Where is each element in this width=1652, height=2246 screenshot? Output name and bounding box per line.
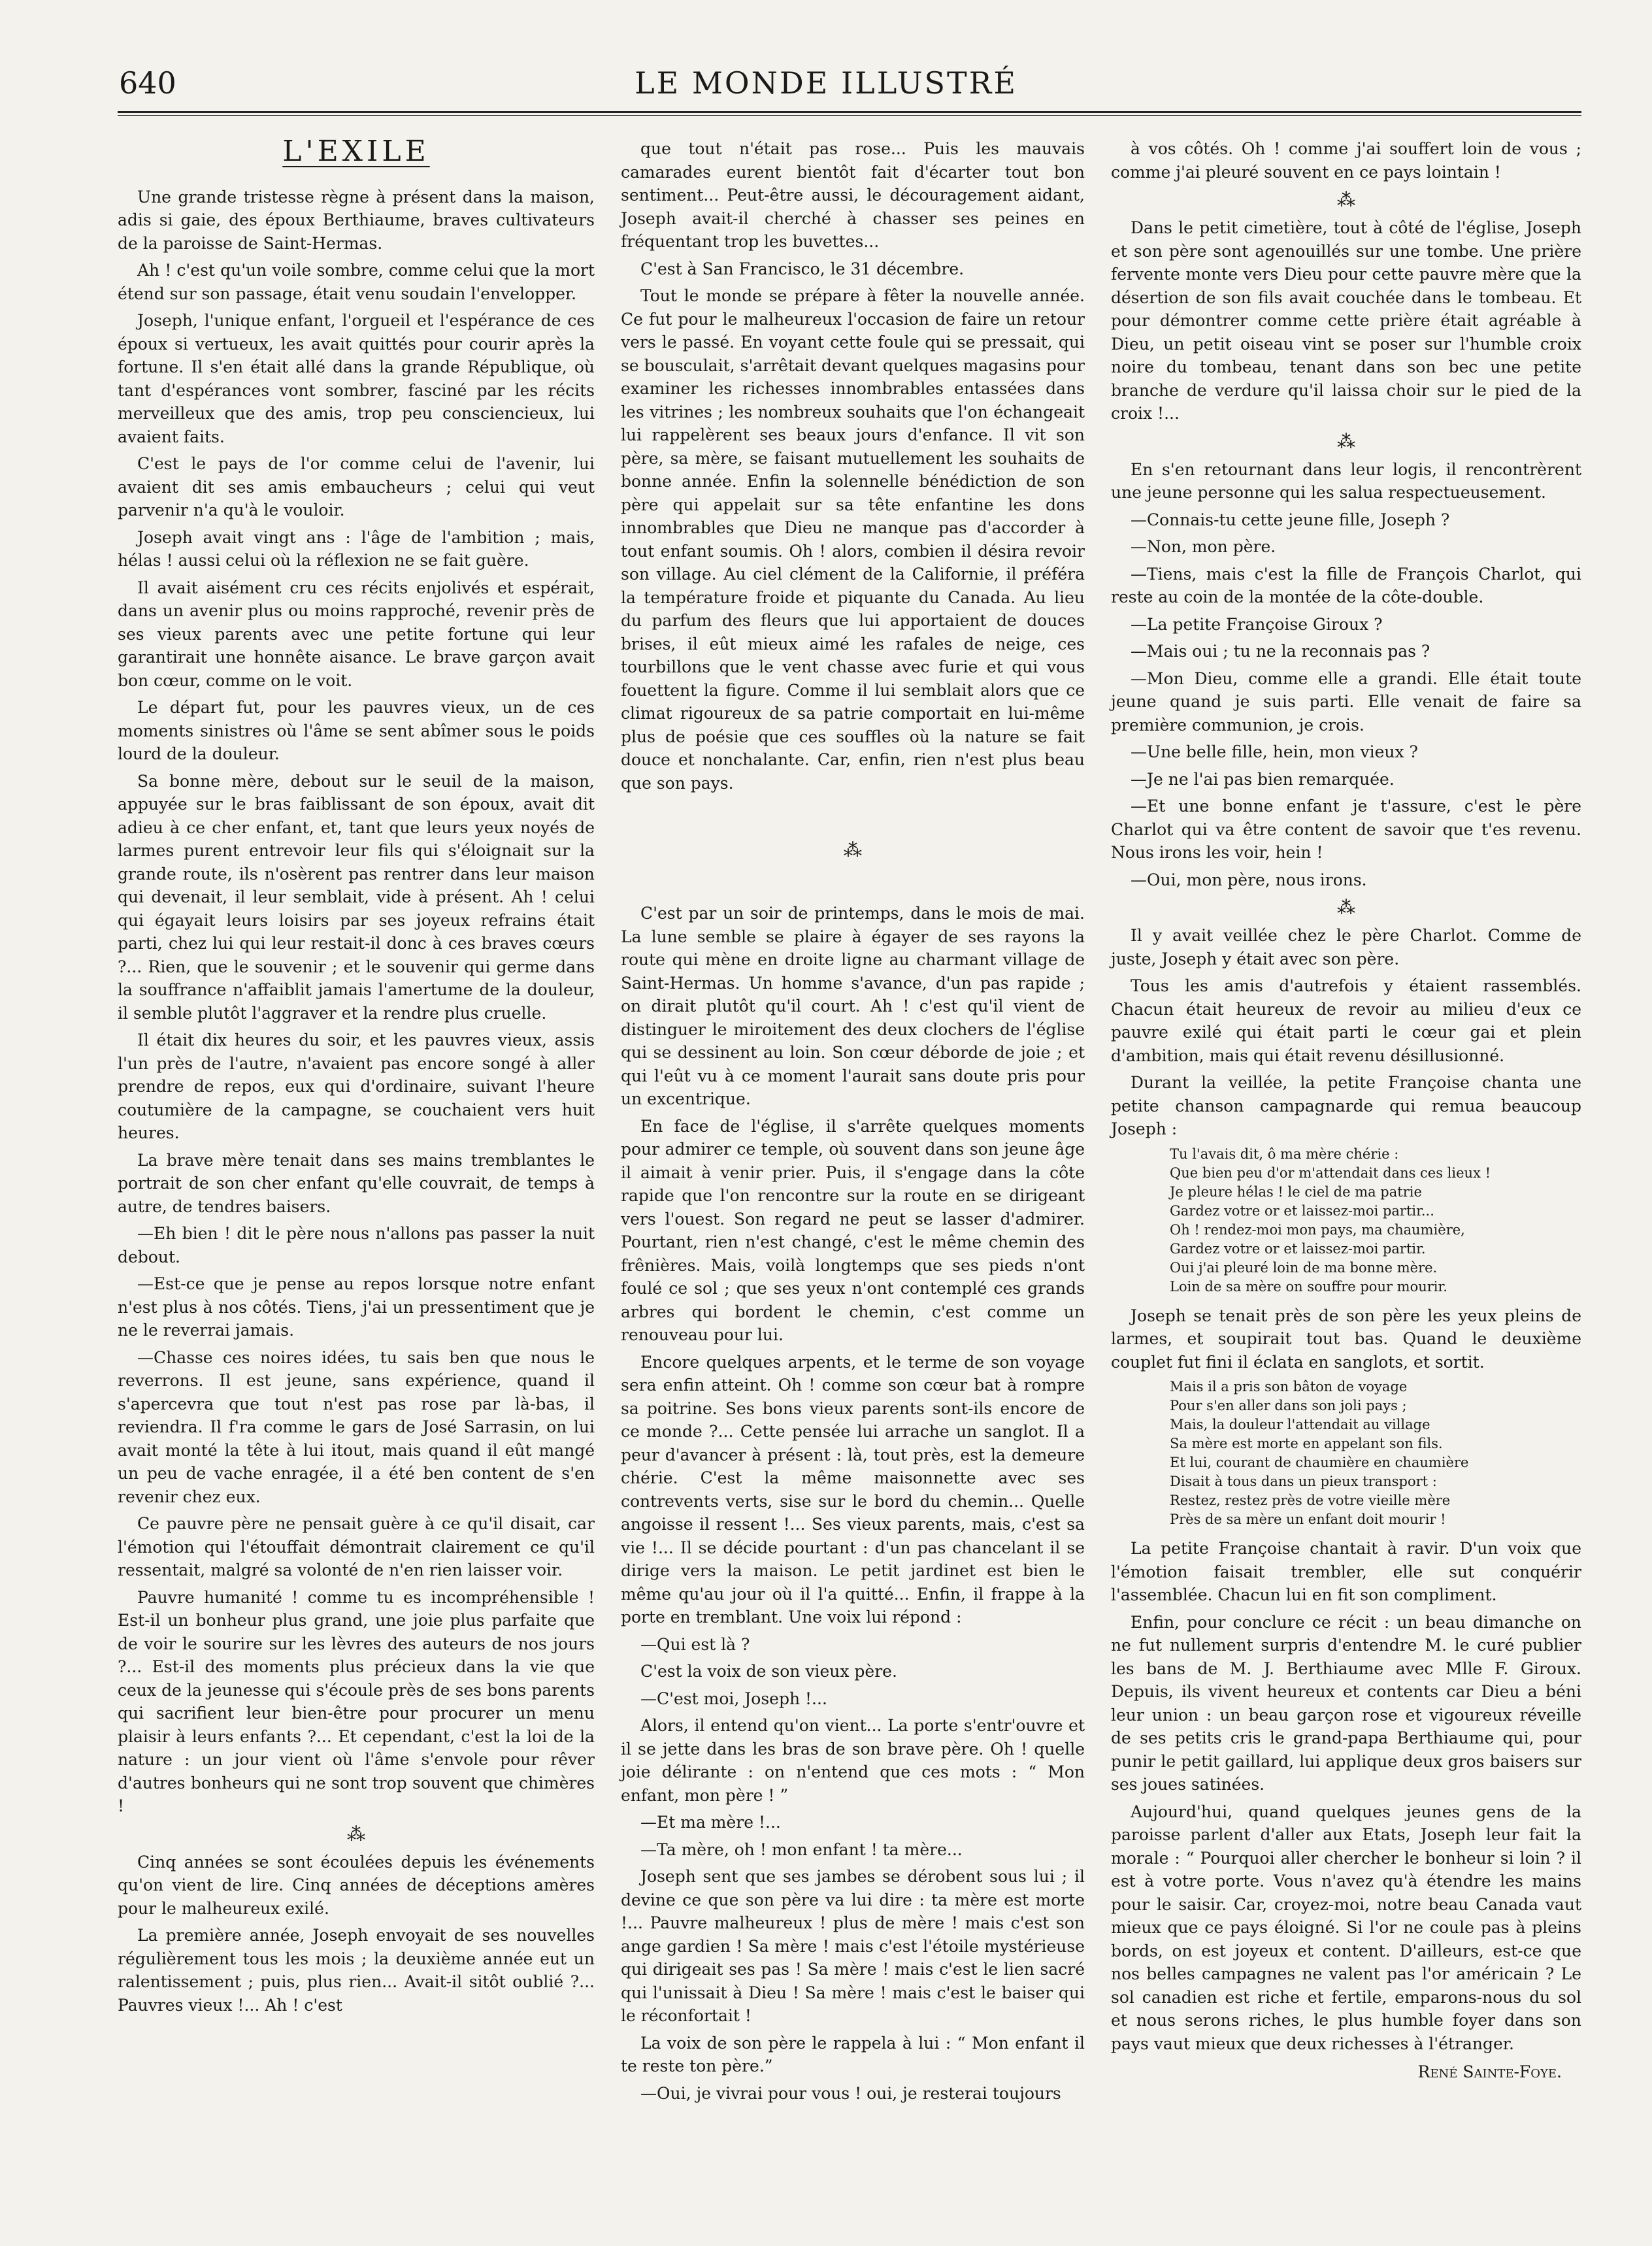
paragraph: Joseph se tenait près de son père les yeux pleins de larmes, et soupirait tout bas. Quand le deuxième couplet fut fini il éclata en sanglots, et sortit. <box>1111 1306 1581 1372</box>
paragraph: Joseph avait vingt ans : l'âge de l'ambition ; mais, hélas ! aussi celui où la réflexion ne se fait guère. <box>118 527 595 570</box>
header-rule <box>118 111 1581 113</box>
verse-line: Tu l'avais dit, ô ma mère chérie : <box>1170 1146 1399 1162</box>
paragraph: —Et une bonne enfant je t'assure, c'est le père Charlot qui va être content de savoir que t'es revenu. Nous irons les voir, hein ! <box>1111 797 1581 862</box>
column-3-text-a <box>1111 137 1581 184</box>
paragraph: —Qui est là ? <box>640 1634 750 1654</box>
column-3-text-b <box>1111 216 1581 425</box>
paragraph: —Ta mère, oh ! mon enfant ! ta mère... <box>640 1840 963 1859</box>
paragraph: Il était dix heures du soir, et les pauvres vieux, assis l'un près de l'autre, n'avaient pas encore songé à aller prendre de repos, eux qui d'ordinaire, suivant l'heure coutumière de la campagne, se couchaient vers huit heures. <box>118 1031 595 1142</box>
paragraph: Joseph sent que ses jambes se dérobent sous lui ; il devine ce que son père va lui dire : ta mère est morte !... Pauvre malheureux ! plus de mère ! mais c'est son ange gardien ! Sa mère ! mais c'est l'étoile mystérieuse qui dirigeait ses pas ! Sa mère ! mais c'est le lien sacré qui l'unissait à Dieu ! Sa mère ! mais c'est le baiser qui le réconfortait ! <box>621 1867 1085 2025</box>
column-1 <box>118 137 595 2021</box>
verse-line: Je pleure hélas ! le ciel de ma patrie <box>1170 1183 1422 1200</box>
verse-line: Mais il a pris son bâton de voyage <box>1170 1379 1408 1395</box>
verse-line: Près de sa mère un enfant doit mourir ! <box>1170 1511 1446 1527</box>
song-verse-2 <box>1170 1378 1581 1529</box>
paragraph: C'est le pays de l'or comme celui de l'avenir, lui avaient dit ses amis embaucheurs ; celui qui veut parvenir n'a qu'à le vouloir. <box>118 454 595 520</box>
paragraph: C'est à San Francisco, le 31 décembre. <box>640 259 965 278</box>
paragraph: Dans le petit cimetière, tout à côté de l'église, Joseph et son père sont agenouillés sur une tombe. Une prière fervente monte vers Dieu pour cette pauvre mère que la désertion de son fils avait couchée dans le tombeau. Et pour démontrer comme cette prière était agréable à Dieu, un petit oiseau vint se poser sur l'humble croix noire du tombeau, tenant dans son bec une petite branche de verdure qu'il laissa choir sur le pied de la croix !... <box>1111 218 1581 423</box>
paragraph: Pauvre humanité ! comme tu es incompréhensible ! Est-il un bonheur plus grand, une joie plus parfaite que de voir le sourire sur les lèvres des auteurs de nos jours ?... Est-il des moments plus précieux dans la vie que ceux de la jeunesse qui s'écoule près de ses bons parents qui sacrifient leur bien-être pour procurer un menu plaisir à leurs enfants ?... Et cependant, c'est la loi de la nature : un jour vient où l'âme s'envole pour rêver d'autres bonheurs qui ne sont trop souvent que chimères ! <box>118 1587 595 1815</box>
header-rule-thin <box>118 115 1581 116</box>
paragraph: —Chasse ces noires idées, tu sais ben que nous le reverrons. Il est jeune, sans expérience, quand il s'apercevra que tout n'est pas rose par là-bas, il reviendra. Il f'ra comme le gars de José Sarrasin, on lui avait monté la tête à lui itout, mais quand il eût mangé un peu de vache enragée, il a été ben content de s'en revenir chez eux. <box>118 1347 595 1506</box>
paragraph: En face de l'église, il s'arrête quelques moments pour admirer ce temple, où souvent dans son jeune âge il aimait à venir prier. Puis, il s'engage dans la côte rapide que l'on rencontre sur la route en se dirigeant vers l'ouest. Son regard ne peut se lasser d'admirer. Pourtant, rien n'est changé, c'est le même chemin des frênières. Mais, voilà longtemps que ses pieds n'ont foulé ce sol ; que ses yeux n'ont contemplé ces grands arbres qui bordent le chemin, c'est comme un renouveau pour lui. <box>621 1116 1085 1344</box>
song-verse-1 <box>1170 1145 1581 1296</box>
section-separator: ⁂ <box>1337 430 1355 452</box>
paragraph: Ce pauvre père ne pensait guère à ce qu'il disait, car l'émotion qui l'étouffait démontrait clairement ce qu'il ressentait, malgré sa volonté de n'en rien laisser voir. <box>118 1514 595 1579</box>
column-1-text <box>118 186 595 1818</box>
page-number: 640 <box>119 65 176 101</box>
verse-line: Restez, restez près de votre vieille mère <box>1170 1493 1451 1508</box>
paragraph: —La petite Françoise Giroux ? <box>1131 614 1383 634</box>
paragraph: Sa bonne mère, debout sur le seuil de la maison, appuyée sur le bras faiblissant de son époux, avait dit adieu à ce cher enfant, et, tant que leurs yeux noyés de larmes purent entrevoir leur fils qui s'éloignait sur la grande route, ils n'osèrent pas rentrer dans leur maison qui devenait, il leur semblait, vide à présent. Ah ! celui qui égayait leurs loisirs par ses joyeux refrains était parti, chez lui qui leur restait-il donc à ces braves cœurs ?... Rien, que le souvenir ; et le souvenir qui germe dans la souffrance n'affaiblit jamais l'amertume de la douleur, il semble plutôt l'aggraver et la rendre plus cruelle. <box>118 771 595 1023</box>
verse-line: Sa mère est morte en appelant son fils. <box>1170 1436 1443 1451</box>
column-3-text-c <box>1111 458 1581 892</box>
section-separator: ⁂ <box>1337 189 1355 210</box>
paragraph: En s'en retournant dans leur logis, il rencontrèrent une jeune personne qui les salua respectueusement. <box>1111 459 1581 502</box>
column-3-text-e <box>1111 1304 1581 1374</box>
column-2-text-b <box>621 902 1085 2105</box>
paragraph: Aujourd'hui, quand quelques jeunes gens de la paroisse parlent d'aller aux Etats, Joseph leur fait la morale : “ Pourquoi aller chercher le bonheur si loin ? il est à votre porte. Vous n'avez qu'à étendre les mains pour le saisir. Car, croyez-moi, notre beau Canada vaut mieux que ce pays éloigné. Si l'or ne coule pas à pleins bords, on est joyeux et content. D'ailleurs, est-ce que nos belles campagnes ne valent pas l'or américain ? Le sol canadien est riche et fertile, emparons-nous du sol et nous serons riches, le plus humble foyer dans son pays vaut mieux que deux richesses à l'étranger. <box>1111 1802 1581 2053</box>
paragraph: Durant la veillée, la petite Françoise chanta une petite chanson campagnarde qui remua beaucoup Joseph : <box>1111 1073 1581 1138</box>
verse-line: Et lui, courant de chaumière en chaumière <box>1170 1455 1469 1470</box>
verse-line: Mais, la douleur l'attendait au village <box>1170 1417 1430 1432</box>
paragraph: Encore quelques arpents, et le terme de son voyage sera enfin atteint. Oh ! comme son cœur bat à rompre sa poitrine. Ses bons vieux parents sont-ils encore de ce monde ?... Cette pensée lui arrache un sanglot. Il a peur d'avancer à présent : là, tout près, est la demeure chérie. C'est la même maisonnette avec ses contrevents verts, sise sur le bord du chemin... Quelle angoisse il ressent !... Ses vieux parents, mais, c'est sa vie !... Il se décide pourtant : d'un pas chancelant il se dirige vers la maison. Le petit jardinet est bien le même qu'au jour où il l'a quitté... Enfin, il frappe à la porte en tremblant. Une voix lui répond : <box>621 1352 1085 1627</box>
verse-line: Gardez votre or et laissez-moi partir... <box>1170 1202 1434 1219</box>
section-separator: ⁂ <box>347 1823 365 1845</box>
paragraph: Tout le monde se prépare à fêter la nouvelle année. Ce fut pour le malheureux l'occasion de faire un retour vers le passé. En voyant cette foule qui se pressait, qui se bousculait, s'arrêtait devant quelques magasins pour examiner les richesses innombrables entassées dans les vitrines ; les nombreux souhaits que l'on échangeait lui rappelèrent ses beaux jours d'enfance. Il vit son père, sa mère, se faisant mutuellement les souhaits de bonne année. Enfin la solennelle bénédiction de son père qui appelait sur sa tête enfantine les dons innombrables que Dieu ne manque pas d'accorder à tout enfant soumis. Oh ! alors, combien il désira revoir son village. Au ciel clément de la Californie, il préféra la température froide et piquante du Canada. Au lieu du parfum des fleurs que lui apportaient de douces brises, il eût mieux aimé les rafales de neige, ces tourbillons que le vent chasse avec furie et qui vous fouettent la figure. Comme il lui semblait alors que ce climat rigoureux de sa patrie comportait en lui-même plus de poésie que ces souffles où la nature se fait douce et nonchalante. Car, enfin, rien n'est plus beau que son pays. <box>621 286 1085 793</box>
paragraph: C'est par un soir de printemps, dans le mois de mai. La lune semble se plaire à égayer de ses rayons la route qui mène en droite ligne au charmant village de Saint-Hermas. Un homme s'avance, d'un pas rapide ; on dirait plutôt qu'il court. Ah ! c'est qu'il vient de distinguer le miroitement des deux clochers de l'église qui se dessinent au loin. Son cœur déborde de joie ; et qui l'eût vu à ce moment l'aurait sans doute pris pour un excentrique. <box>621 904 1085 1108</box>
verse-line: Que bien peu d'or m'attendait dans ces lieux ! <box>1170 1164 1491 1181</box>
paragraph: à vos côtés. Oh ! comme j'ai souffert loin de vous ; comme j'ai pleuré souvent en ce pays lointain ! <box>1111 139 1581 182</box>
verse-line: Oh ! rendez-moi mon pays, ma chaumière, <box>1170 1221 1465 1238</box>
paragraph: —Une belle fille, hein, mon vieux ? <box>1131 742 1418 761</box>
article-title: L'EXILE <box>282 135 430 168</box>
paragraph: Alors, il entend qu'on vient... La porte s'entr'ouvre et il se jette dans les bras de son brave père. Oh ! quelle joie délirante : on n'entend que ces mots : “ Mon enfant, mon père ! ” <box>621 1716 1085 1805</box>
paragraph: —Oui, je vivrai pour vous ! oui, je resterai toujours <box>640 2083 1061 2103</box>
column-3 <box>1111 137 1581 2084</box>
paragraph: —Est-ce que je pense au repos lorsque notre enfant n'est plus à nos côtés. Tiens, j'ai un pressentiment que je ne le reverrai jamais. <box>118 1274 595 1340</box>
paragraph: Une grande tristesse règne à présent dans la maison, adis si gaie, des époux Berthiaume, braves cultivateurs de la paroisse de Saint-Hermas. <box>118 187 595 253</box>
paragraph: Il y avait veillée chez le père Charlot. Comme de juste, Joseph y était avec son père. <box>1111 926 1581 968</box>
paragraph: La petite Françoise chantait à ravir. D'un voix que l'émotion faisait trembler, elle sut conquérir l'assemblée. Chacun lui en fit son compliment. <box>1111 1539 1581 1604</box>
column-2-text <box>621 137 1085 795</box>
author-signature: René Sainte-Foye. <box>1417 2062 1562 2081</box>
paragraph: —Tiens, mais c'est la fille de François Charlot, qui reste au coin de la montée de la côte-double. <box>1111 564 1581 606</box>
paragraph: —Eh bien ! dit le père nous n'allons pas passer la nuit debout. <box>118 1224 595 1266</box>
column-3-text-d <box>1111 924 1581 1141</box>
paragraph: Joseph, l'unique enfant, l'orgueil et l'espérance de ces époux si vertueux, les avait quittés pour courir après la fortune. Il s'en était allé dans la grande République, où tant d'espérances vont sombrer, fasciné par les récits merveilleux que des amis, trop peu consciencieux, lui avaient faits. <box>118 311 595 446</box>
paragraph: —Non, mon père. <box>1131 537 1276 556</box>
paragraph: La brave mère tenait dans ses mains tremblantes le portrait de son cher enfant qu'elle couvrait, de temps à autre, de tendres baisers. <box>118 1150 595 1216</box>
section-separator: ⁂ <box>1337 897 1355 918</box>
paragraph: —Mais oui ; tu ne la reconnais pas ? <box>1131 642 1430 661</box>
paragraph: C'est la voix de son vieux père. <box>640 1662 897 1681</box>
paragraph: que tout n'était pas rose... Puis les mauvais camarades eurent bientôt fait d'écarter tout bon sentiment... Peut-être aussi, le découragement aidant, Joseph avait-il cherché à chasser ses peines en fréquentant trop les buvettes... <box>621 139 1085 251</box>
paragraph: —Et ma mère !... <box>640 1813 781 1832</box>
paragraph: —Connais-tu cette jeune fille, Joseph ? <box>1131 510 1450 529</box>
paragraph: Enfin, pour conclure ce récit : un beau dimanche on ne fut nullement surpris d'entendre M. le curé publier les bans de M. J. Berthiaume avec Mlle F. Giroux. Depuis, ils vivent heureux et contents car Dieu a béni leur union : un beau garçon rose et vigoureux réveille de ses petits cris le grand-papa Berthiaume qui, pour punir le petit gaillard, lui applique deux gros baisers sur ses joues satinées. <box>1111 1612 1581 1794</box>
paragraph: La voix de son père le rappela à lui : “ Mon enfant il te reste ton père.” <box>621 2033 1085 2075</box>
column-2 <box>621 137 1085 2109</box>
paragraph: —Oui, mon père, nous irons. <box>1131 870 1367 889</box>
paragraph: Ah ! c'est qu'un voile sombre, comme celui que la mort étend sur son passage, était venu soudain l'envelopper. <box>118 261 595 303</box>
paragraph: Le départ fut, pour les pauvres vieux, un de ces moments sinistres où l'âme se sent abîmer sous le poids lourd de la douleur. <box>118 698 595 763</box>
column-1-text-b <box>118 1851 595 2017</box>
verse-line: Disait à tous dans un pieux transport : <box>1170 1474 1437 1489</box>
paragraph: La première année, Joseph envoyait de ses nouvelles régulièrement tous les mois ; la deuxième année eut un ralentissement ; puis, plus rien... Avait-il sitôt oublié ?... Pauvres vieux !... Ah ! c'est <box>118 1926 595 2015</box>
verse-line: Oui j'ai pleuré loin de ma bonne mère. <box>1170 1259 1438 1276</box>
paragraph: —Je ne l'ai pas bien remarquée. <box>1131 769 1395 789</box>
section-separator: ⁂ <box>844 839 862 861</box>
paragraph: Tous les amis d'autrefois y étaient rassemblés. Chacun était heureux de revoir au milieu d'eux ce pauvre exilé qui était parti le cœur gai et plein d'ambition, mais qui était revenu désillusionné. <box>1111 976 1581 1065</box>
paragraph: Il avait aisément cru ces récits enjolivés et espérait, dans un avenir plus ou moins rapproché, revenir près de ses vieux parents avec une petite fortune qui leur garantirait une honnête aisance. Le brave garçon avait bon cœur, comme on le voit. <box>118 578 595 690</box>
paragraph: Cinq années se sont écoulées depuis les événements qu'on vient de lire. Cinq années de déceptions amères pour le malheureux exilé. <box>118 1852 595 1918</box>
verse-line: Gardez votre or et laissez-moi partir. <box>1170 1240 1426 1257</box>
verse-line: Pour s'en aller dans son joli pays ; <box>1170 1398 1407 1413</box>
paragraph: —C'est moi, Joseph !... <box>640 1689 827 1708</box>
paragraph: —Mon Dieu, comme elle a grandi. Elle était toute jeune quand je suis parti. Elle venait de faire sa première communion, je crois. <box>1111 669 1581 735</box>
journal-title: LE MONDE ILLUSTRÉ <box>635 65 1017 101</box>
column-3-text-f <box>1111 1537 1581 2055</box>
verse-line: Loin de sa mère on souffre pour mourir. <box>1170 1278 1447 1295</box>
